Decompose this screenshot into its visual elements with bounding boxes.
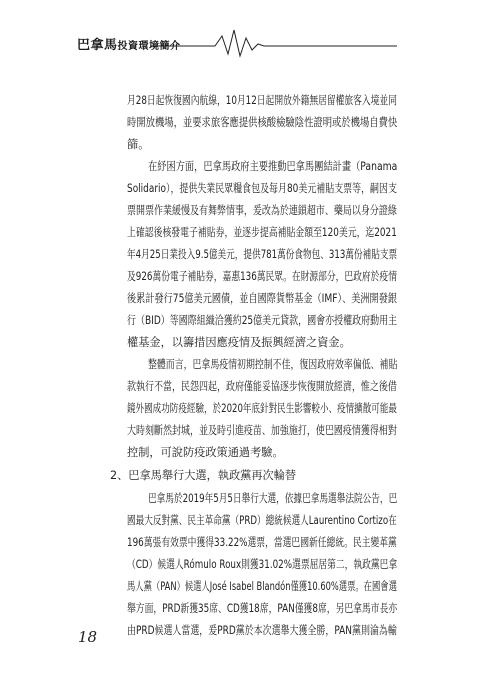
- text-line: 整體而言，巴拿馬疫情初期控制不佳，復因政府效率偏低、補貼: [148, 358, 398, 371]
- text-line: 196萬張有效票中獲得33.22%選票，當選巴國新任總統。民主變革黨: [127, 536, 397, 549]
- text-line: 行（BID）等國際組織洽獲約25億美元貸款，國會亦授權政府動用主: [127, 314, 398, 327]
- text-line: 大時刻斷然封城，並及時引進疫苗、加強施打，使巴國疫情獲得相對: [127, 424, 397, 437]
- text-line: 上確認後核發電子補貼券，並逐步提高補貼金額至120美元，迄2021: [127, 226, 397, 239]
- page-number: 18: [78, 628, 98, 646]
- text-line: 馬人黨（PAN）候選人José Isabel Blandón僅獲10.60%選票。在國會選: [127, 580, 397, 593]
- header-title-sub: 投資環境簡介: [117, 41, 181, 52]
- header-rule: [0, 0, 480, 64]
- text-line: 舉方面，PRD新獲35席、CD獲18席，PAN僅獲8席，另巴拿馬市長亦: [127, 602, 398, 615]
- text-line: 由PRD候選人當選，爰PRD黨於本次選舉大獲全勝，PAN黨則淪為輸: [127, 624, 397, 637]
- text-line: 款執行不當，民怨四起，政府僅能妥協逐步恢復開放經濟，惟之後借: [127, 380, 397, 393]
- text-line: 篩。: [127, 138, 150, 151]
- text-line: 及926萬份電子補貼券，嘉惠136萬民眾。在財源部分，巴政府於疫情: [127, 270, 397, 283]
- section-heading: 2、巴拿馬舉行大選，執政黨再次輪替: [110, 469, 297, 482]
- text-line: 權基金，以籌措因應疫情及振興經濟之資金。: [127, 336, 351, 349]
- page-header: [0, 0, 480, 64]
- text-line: 國最大反對黨、民主革命黨（PRD）總統候選人Laurentino Cortizo在: [127, 514, 397, 527]
- text-line: 鏡外國成功防疫經驗，於2020年底針對民生影響較小、疫情擴散可能最: [127, 402, 397, 415]
- header-title-main: 巴拿馬: [77, 38, 118, 53]
- text-line: 後累計發行75億美元國債，並自國際貨幣基金（IMF）、美洲開發銀: [127, 292, 398, 305]
- text-line: 年4月25日業投入9.5億美元，提供781萬份食物包、313萬份補貼支票: [127, 248, 398, 261]
- text-line: 巴拿馬於2019年5月5日舉行大選，依據巴拿馬選舉法院公告，巴: [148, 492, 398, 505]
- header-waveform-line: [150, 30, 397, 56]
- text-line: 在紓困方面，巴拿馬政府主要推動巴拿馬團結計畫（Panama: [148, 160, 398, 173]
- text-line: 時開放機場，並要求旅客應提供核酸檢驗陰性證明或於機場自費快: [127, 116, 398, 129]
- text-line: 控制，可說防疫政策通過考驗。: [127, 446, 284, 459]
- text-line: （CD）候選人Rómulo Roux則獲31.02%選票屈居第二，執政黨巴拿: [127, 558, 398, 571]
- text-line: 月28日起恢復國內航線，10月12日起開放外籍無居留權旅客入境並同: [127, 94, 397, 107]
- text-line: Solidario），提供失業民眾糧食包及每月80美元補貼支票等，嗣因支: [127, 182, 397, 195]
- text-line: 票開票作業緩慢及有舞弊情事，爰改為於連鎖超市、藥局以身分證綠: [127, 204, 397, 217]
